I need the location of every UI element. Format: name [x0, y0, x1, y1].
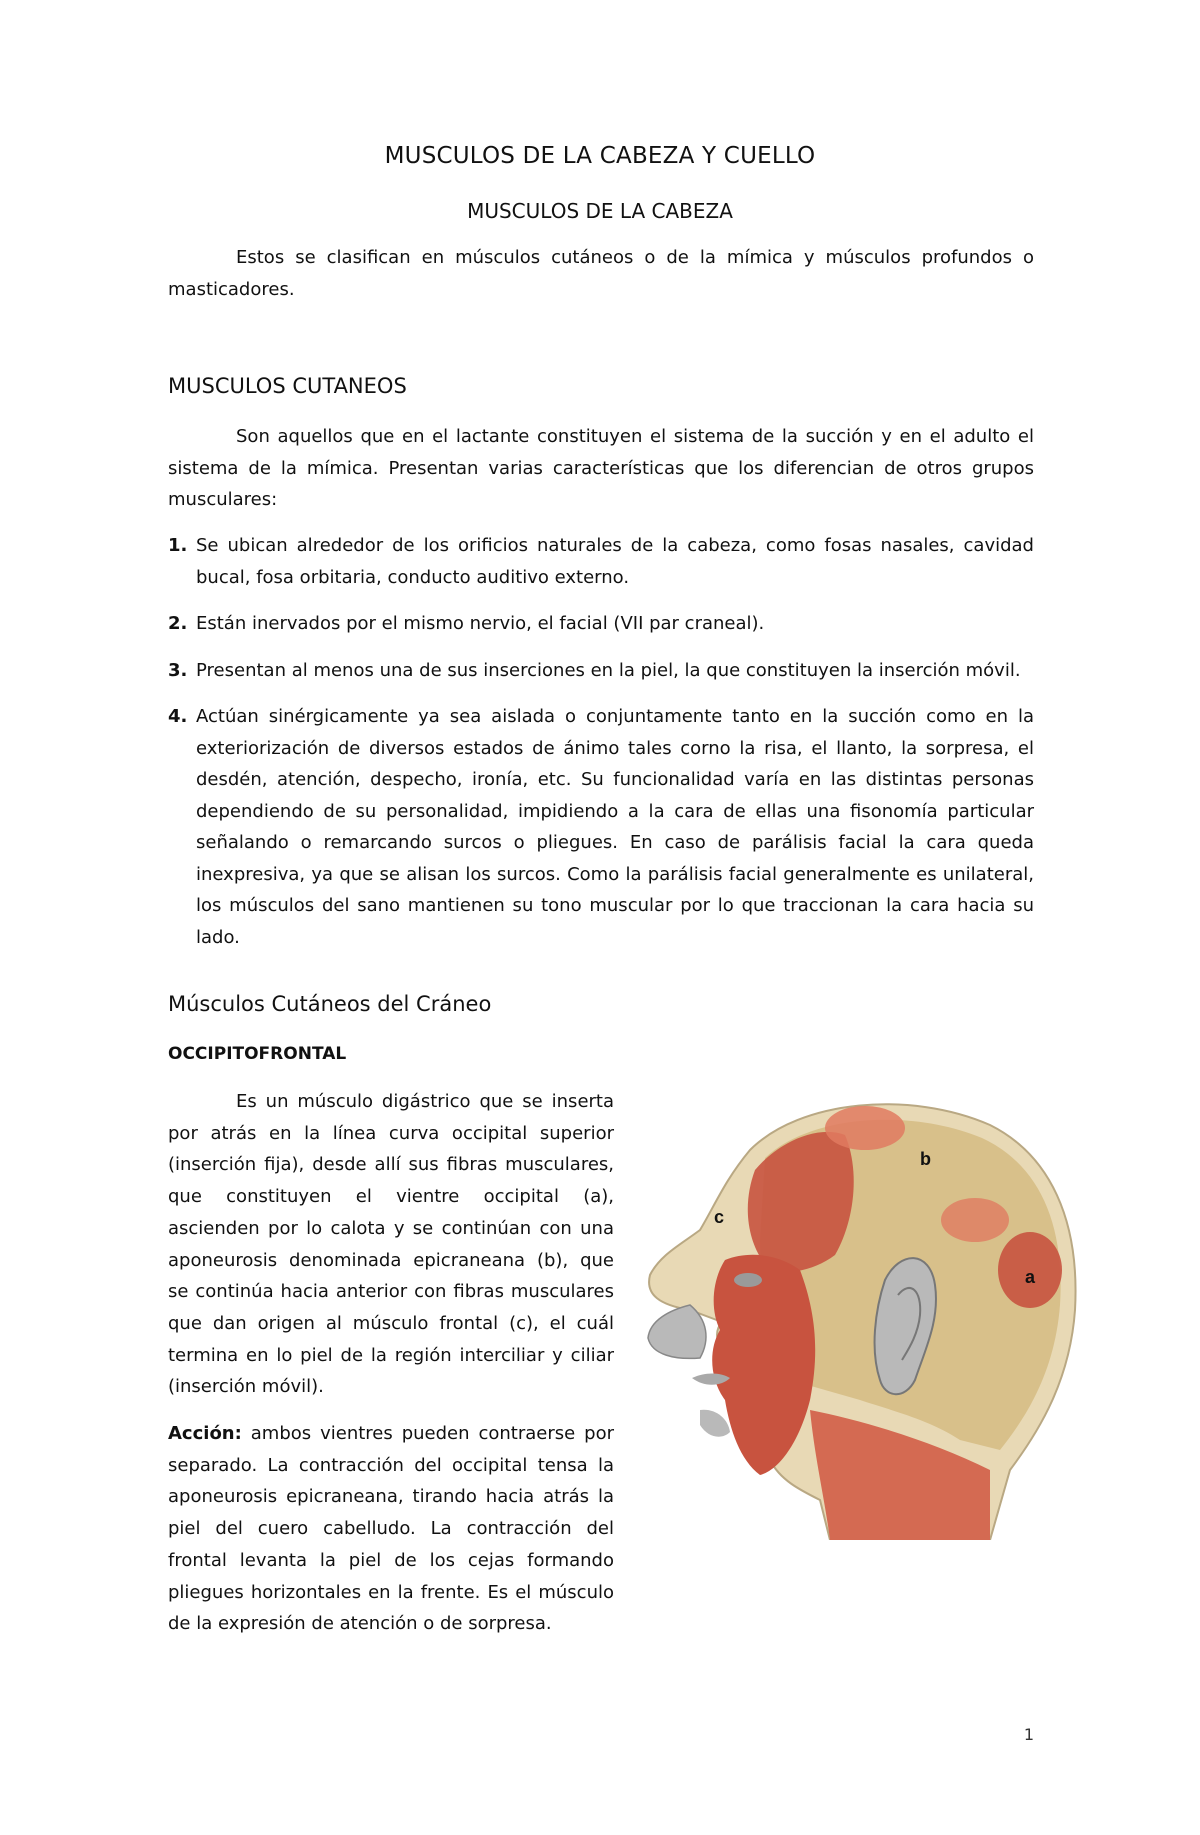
- list-item: [168, 655, 1034, 687]
- eye: [734, 1273, 762, 1287]
- auricular-muscle: [941, 1198, 1009, 1242]
- list-text: Presentan al menos una de sus inserciones en la piel, la que constituyen la inserción móvil.: [196, 659, 1021, 681]
- cutaneos-paragraph: [168, 421, 1034, 516]
- intro-paragraph: [168, 242, 1034, 305]
- action-label: Acción:: [168, 1423, 242, 1444]
- figure-label-c: c: [714, 1207, 725, 1227]
- figure-label-a: a: [1025, 1267, 1036, 1287]
- list-number: 1.: [168, 535, 188, 556]
- action-text: ambos vientres pueden contraerse por separado. La contracción del occipital tensa la aponeurosis epicraneana, tirando hacia atrás la piel del cuero cabelludo. La contracción del frontal levanta la piel de los cejas formando pliegues horizontales en la frente. Es el músculo de la expresión de atención o de sorpresa.: [168, 1423, 614, 1635]
- occipitofrontal-paragraph: [168, 1086, 614, 1403]
- action-paragraph: [168, 1418, 614, 1640]
- section-heading-craneo: Músculos Cutáneos del Cráneo: [168, 992, 492, 1016]
- list-text: Actúan sinérgicamente ya sea aislada o conjuntamente tanto en la succión como en la exteriorización de diversos estados de ánimo tales corno la risa, el llanto, la sorpresa, el desdén, atención, despecho, ironía, etc. Su funcionalidad varía en las distintas personas dependiendo de su personalidad, impidiendo a la cara de ellas una fisonomía particular señalando o remarcando surcos o pliegues. En caso de parálisis facial la cara queda inexpresiva, ya que se alisan los surcos. Como la parálisis facial generalmente es unilateral, los músculos del sano mantienen su tono muscular por lo que traccionan la cara hacia su lado.: [196, 706, 1034, 948]
- subheading-occipitofrontal: OCCIPITOFRONTAL: [168, 1044, 347, 1064]
- occipitofrontal-text: Es un músculo digástrico que se inserta por atrás en la línea curva occipital superior (inserción fija), desde allí sus fibras musculares, que constituyen el vientre occipital (a), ascienden por lo calota y se continúan con una aponeurosis denominada epicraneana (b), que se continúa hacia anterior con fibras musculares que dan origen al músculo frontal (c), el cuál termina en lo piel de la región interciliar y ciliar (inserción móvil).: [168, 1091, 614, 1398]
- list-text: Se ubican alrededor de los orificios naturales de la cabeza, como fosas nasales, cavidad bucal, fosa orbitaria, conducto auditivo externo.: [196, 535, 1034, 588]
- document-title: MUSCULOS DE LA CABEZA Y CUELLO: [384, 143, 816, 169]
- chin: [700, 1410, 730, 1437]
- figure-label-b: b: [920, 1149, 931, 1169]
- list-number: 3.: [168, 659, 188, 681]
- cutaneos-text: Son aquellos que en el lactante constituyen el sistema de la succión y en el adulto el sistema de la mímica. Presentan varias características que los diferencian de otros grupos musculares:: [168, 426, 1034, 510]
- intro-text: Estos se clasifican en músculos cutáneos o de la mímica y músculos profundos o masticadores.: [168, 247, 1034, 300]
- characteristics-list: [168, 530, 1034, 968]
- head-muscles-illustration: [630, 1080, 1090, 1540]
- page-number: 1: [1023, 1725, 1034, 1744]
- document-subtitle: MUSCULOS DE LA CABEZA: [467, 199, 733, 223]
- nose: [648, 1305, 706, 1358]
- vertex-muscle: [825, 1106, 905, 1150]
- list-item: [168, 701, 1034, 953]
- list-number: 4.: [168, 706, 188, 727]
- list-number: 2.: [168, 613, 188, 634]
- section-heading-cutaneos: MUSCULOS CUTANEOS: [168, 374, 407, 398]
- list-item: [168, 530, 1034, 593]
- list-text: Están inervados por el mismo nervio, el facial (VII par craneal).: [196, 613, 765, 634]
- list-item: [168, 608, 1034, 640]
